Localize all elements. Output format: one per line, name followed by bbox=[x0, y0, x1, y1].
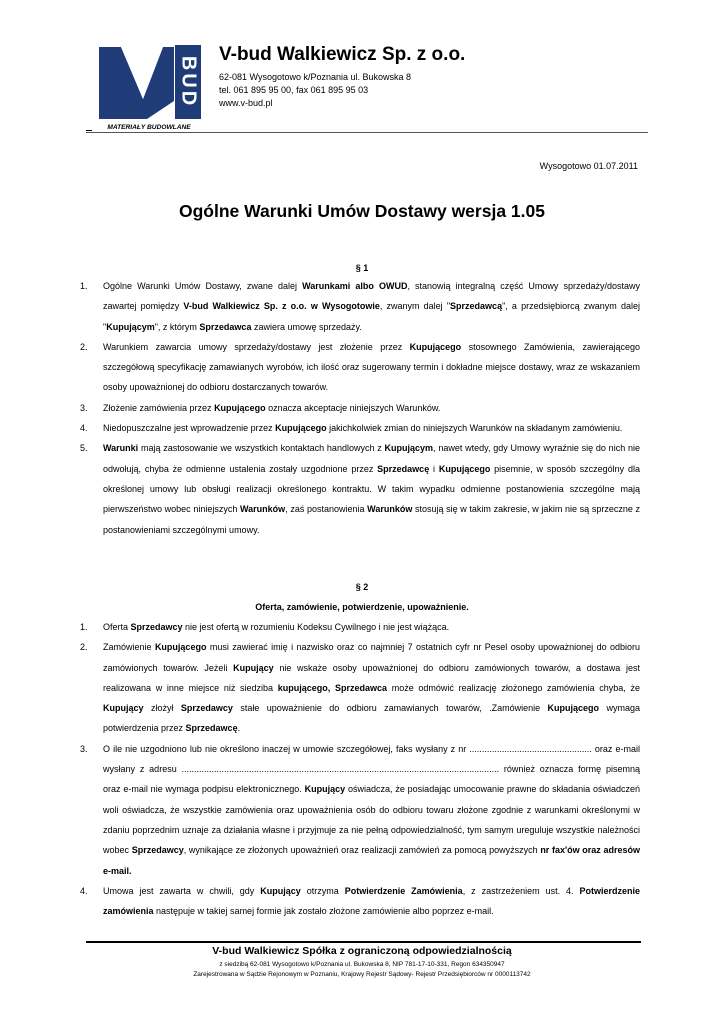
company-name: V-bud Walkiewicz Sp. z o.o. bbox=[219, 44, 466, 65]
footer-address: z siedzibą 62-081 Wysogotowo k/Poznania ul. Bukowska 8, NIP 781-17-10-331, Regon 634350947 bbox=[219, 961, 505, 968]
list-item bbox=[80, 418, 640, 438]
company-logo bbox=[97, 45, 201, 133]
list-item-number: 5. bbox=[80, 443, 88, 454]
footer-divider bbox=[86, 941, 641, 943]
list-item-number: 3. bbox=[80, 402, 88, 413]
logo-subtitle: MATERIAŁY BUDOWLANE bbox=[107, 124, 191, 131]
list-item bbox=[80, 276, 640, 337]
document-date: Wysogotowo 01.07.2011 bbox=[539, 161, 638, 171]
section-2-subheading: Oferta, zamówienie, potwierdzenie, upoważnienie. bbox=[255, 602, 469, 612]
list-item-number: 4. bbox=[80, 423, 88, 434]
section-1-heading: § 1 bbox=[355, 263, 369, 273]
list-item bbox=[80, 881, 640, 922]
header-tick bbox=[86, 130, 92, 131]
list-item-text: Oferta Sprzedawcy nie jest ofertą w rozumieniu Kodeksu Cywilnego i nie jest wiążąca. bbox=[103, 622, 450, 632]
section-2-list bbox=[80, 617, 640, 921]
list-item-text: Umowa jest zawarta w chwili, gdy Kupujący otrzyma Potwierdzenie Zamówienia, z zastrzeżeniem ust. 4. Potwierdzenie zamówienia następuje w takiej samej formie jak zostało złożone zamówienie albo poprzez e-mail. bbox=[103, 885, 640, 917]
list-item bbox=[80, 617, 640, 637]
list-item-number: 2. bbox=[80, 341, 88, 352]
list-item-text: Niedopuszczalne jest wprowadzenie przez Kupującego jakichkolwiek zmian do niniejszych Warunków na składanym zamówieniu. bbox=[103, 423, 623, 434]
list-item-text: Zamówienie Kupującego musi zawierać imię i nazwisko oraz co najmniej 7 ostatnich cyfr nr Pesel osoby upoważnionej do odbioru zamówionych towarów. Jeżeli Kupujący nie wskaże osoby upoważnionej do odbioru zamówionych towarów, a dostawa jest realizowana w inne miejsce niż siedziba kupującego, Sprzedawca może odmówić realizację złożonego zamówienia chyba, że Kupujący złożył Sprzedawcy stałe upoważnienie do odbioru zamawianych towarów, .Zamówienie Kupującego wymaga potwierdzenia przez Sprzedawcę. bbox=[103, 642, 641, 734]
list-item bbox=[80, 398, 640, 418]
list-item-text: Warunki mają zastosowanie we wszystkich kontaktach handlowych z Kupującym, nawet wtedy, gdy Umowy wyraźnie się do nich nie odwołują, chyba że odmienne ustalenia zostały uzgodnione przez Sprzedawcę i Kupującego pisemnie, w sposób szczególny dla określonej umowy lub obsługi realizacji określonego kontraktu. W takim wypadku odmienne postanowienia szczególne mają pierwszeństwo wobec niniejszych Warunków, zaś postanowienia Warunków stosują się w takim zakresie, w jakim nie są sprzeczne z postanowieniami szczególnymi umowy. bbox=[103, 443, 640, 535]
list-item bbox=[80, 438, 640, 539]
logo-bud-text: BUD bbox=[177, 55, 200, 109]
section-1-list bbox=[80, 276, 640, 540]
list-item-text: Warunkiem zawarcia umowy sprzedaży/dostawy jest złożenie przez Kupującego stosownego Zamówienia, zawierającego szczegółową specyfikację zamawianych wyrobów, ich ilość oraz sugerowany termin i dokładne miejsce dostawy, wraz ze wskazaniem osoby upoważnionej do odbioru dostarczanych towarów. bbox=[103, 341, 640, 393]
company-phone: tel. 061 895 95 00, fax 061 895 95 03 bbox=[219, 85, 369, 95]
list-item bbox=[80, 337, 640, 398]
list-item-number: 1. bbox=[80, 281, 88, 291]
footer-registration: Zarejestrowana w Sądzie Rejonowym w Poznaniu, Krajowy Rejestr Sądowy- Rejestr Przedsiębiorców nr 0000113742 bbox=[193, 971, 531, 978]
document-title: Ogólne Warunki Umów Dostawy wersja 1.05 bbox=[179, 201, 545, 221]
list-item-text: Ogólne Warunki Umów Dostawy, zwane dalej Warunkami albo OWUD, stanowią integralną część Umowy sprzedaży/dostawy zawartej pomiędzy V-bud Walkiewicz Sp. z o.o. w Wysogotowie, zwanym dalej "Sprzedawcą", a przedsiębiorcą zwanym dalej "Kupującym", z którym Sprzedawca zawiera umowę sprzedaży. bbox=[103, 281, 640, 332]
list-item bbox=[80, 739, 640, 881]
list-item-number: 4. bbox=[80, 885, 88, 896]
company-address: 62-081 Wysogotowo k/Poznania ul. Bukowska 8 bbox=[219, 72, 412, 82]
section-2-heading: § 2 bbox=[355, 582, 369, 592]
list-item-number: 1. bbox=[80, 622, 88, 632]
list-item bbox=[80, 637, 640, 738]
footer-company-name: V-bud Walkiewicz Spółka z ograniczoną odpowiedzialnością bbox=[212, 945, 512, 957]
company-website: www.v-bud.pl bbox=[219, 98, 273, 108]
list-item-number: 3. bbox=[80, 743, 88, 754]
list-item-number: 2. bbox=[80, 642, 88, 653]
list-item-text: O ile nie uzgodniono lub nie określono inaczej w umowie szczegółowej, faks wysłany z nr ................................................. oraz e-mail wysłany z adresu ............................................................................................................................... również oznacza formę pisemną oraz e-mail nie wymaga podpisu elektronicznego. Kupujący oświadcza, że posiadając umocowanie prawne do składania oświadczeń woli oświadcza, że wszystkie zamówienia oraz upoważnienia osób do odbioru towaru złożone zgodnie z warunkami określonymi w zdaniu poprzednim uznaje za działania własne i przyjmuje za nie pełną odpowiedzialność, tym samym ureguluje wszystkie należności wobec Sprzedawcy, wynikające ze złożonych upoważnień oraz realizacji zamówień za pomocą powyższych nr fax'ów oraz adresów e-mail. bbox=[103, 743, 640, 876]
header-divider bbox=[86, 132, 648, 133]
list-item-text: Złożenie zamówienia przez Kupującego oznacza akceptacje niniejszych Warunków. bbox=[103, 402, 441, 413]
